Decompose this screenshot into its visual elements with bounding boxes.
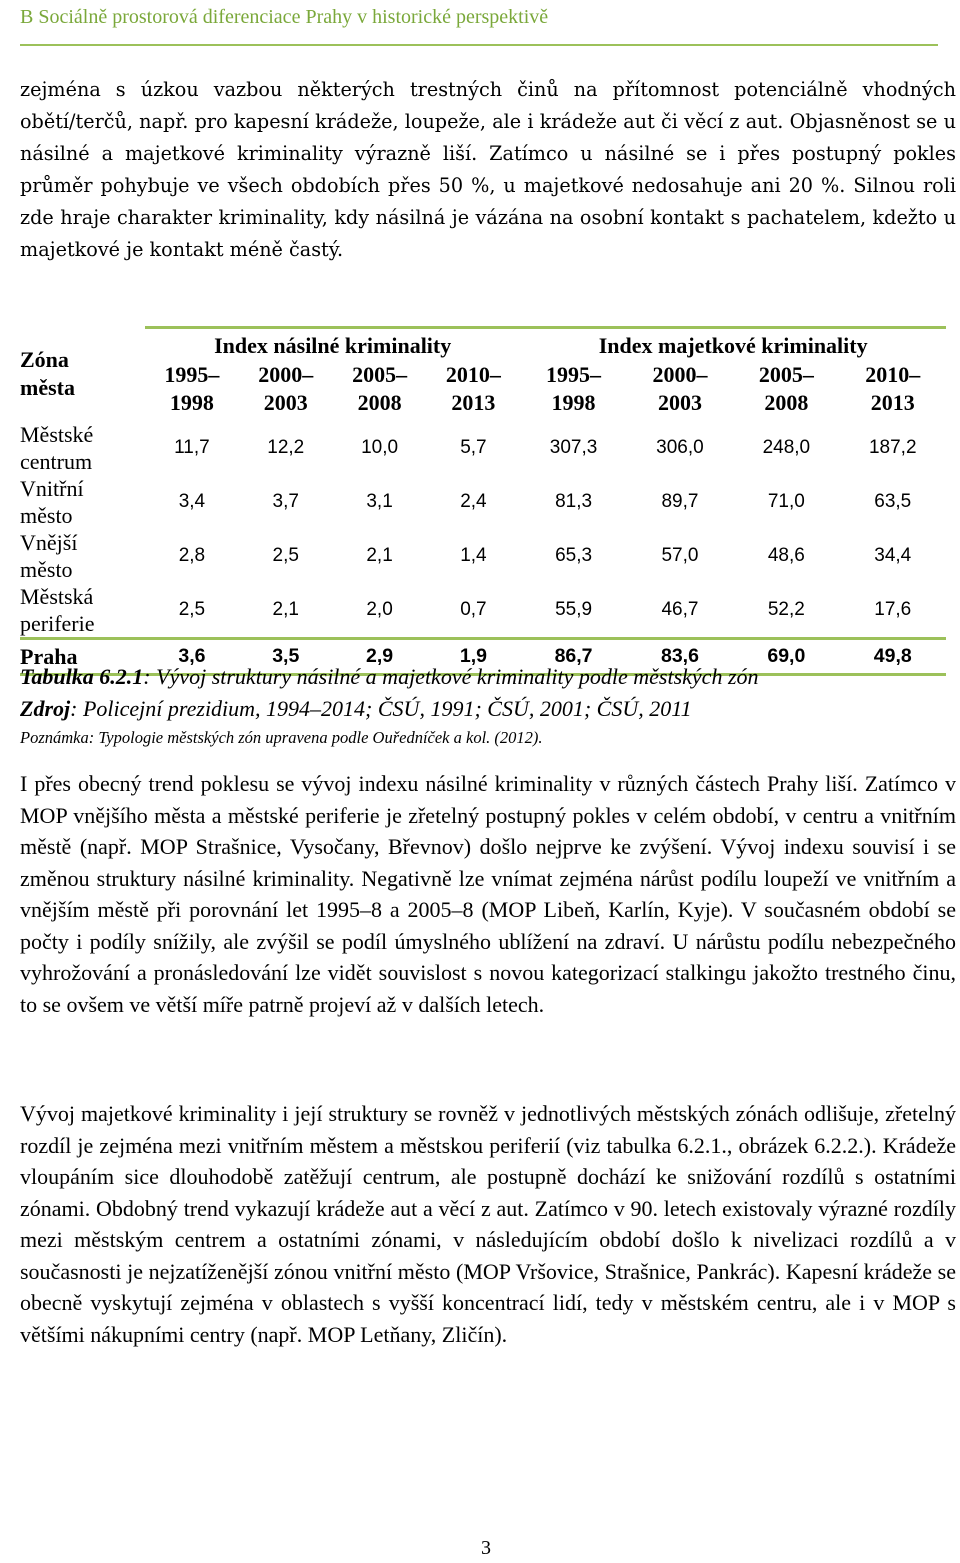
table-cell: 3,1 bbox=[366, 491, 393, 512]
table-cell: 46,7 bbox=[661, 599, 699, 620]
year-header: 1995– 1998 bbox=[164, 362, 220, 415]
table-cell: 2,8 bbox=[178, 545, 206, 566]
table-cell: 306,0 bbox=[656, 437, 704, 458]
table-caption bbox=[20, 664, 759, 690]
table-cell: 63,5 bbox=[874, 491, 912, 512]
source-label: Zdroj bbox=[20, 696, 71, 721]
table-cell: 5,7 bbox=[460, 437, 487, 458]
table-cell: 2,5 bbox=[272, 545, 299, 566]
body-paragraph-3: Vývoj majetkové kriminality i její struktury se rovněž v jednotlivých městských zónách odlišuje, zřetelný rozdíl je zejména mezi vnitřním městem a městskou periferií (viz tabulka 6.2.1., obrázek 6.2.2.). Krádeže vloupáním sice dlouhodobě zatěžují centrum, ale postupně dochází ke snižování rozdílů s ostatními zónami. Obdobný trend vykazují krádeže aut a věcí z aut. Zatímco v 90. letech existovaly výrazné rozdíly mezi městským centrem a ostatními zónami, v následujícím období došlo k nivelizaci rozdílů a v současnosti je nejzatíženější zónou vnitřní město (MOP Vršovice, Strašnice, Pankrác). Kapesní krádeže se obecně vyskytují zejména v oblastech s vyšší koncentrací lidí, tedy v městském centru, ale i v MOP s většími nákupními centry (např. MOP Letňany, Zličín). bbox=[20, 1101, 956, 1347]
table-cell: 89,7 bbox=[661, 491, 699, 512]
table-cell: 248,0 bbox=[762, 437, 811, 458]
page-number: 3 bbox=[481, 1537, 491, 1559]
table-cell: 12,2 bbox=[267, 437, 305, 458]
property-group-header: Index majetkové kriminality bbox=[520, 328, 946, 362]
running-header: B Sociálně prostorová diferenciace Prahy v historické perspektivě bbox=[20, 6, 549, 28]
table-cell: 71,0 bbox=[767, 491, 805, 512]
caption-label: Tabulka 6.2.1 bbox=[20, 664, 144, 689]
table-cell: 65,3 bbox=[555, 545, 593, 566]
table-cell: 17,6 bbox=[874, 599, 912, 620]
table-cell: 81,3 bbox=[555, 491, 593, 512]
year-header: 2010– 2013 bbox=[445, 362, 501, 415]
year-header: 2005– 2008 bbox=[352, 362, 408, 415]
zone-header-line1: Zóna bbox=[20, 346, 69, 372]
row-label: Městské centrum bbox=[20, 422, 94, 474]
body-paragraph-2: I přes obecný trend poklesu se vývoj indexu násilné kriminality v různých částech Prahy liší. Zatímco v MOP vnějšího města a městské periferie je zřetelný postupný pokles v celém období, v centru a vnitřním městě (např. MOP Strašnice, Vysočany, Břevnov) došlo nejprve ke zvýšení. Vývoj indexu souvisí i se změnou struktury násilné kriminality. Negativně lze vnímat zejména nárůst podílu loupeží ve vnitřním a vnějším městě při porovnání let 1995–8 a 2005–8 (MOP Libeň, Karlín, Kyje). V současném období se počty i podíly snížily, ale zvýšil se podíl úmyslného ublížení na zdraví. U nárůstu podílu nebezpečného vyhrožování a pronásledování lze vidět souvislost s novou kategorizací stalkingu jakožto trestného činu, to se ovšem ve větší míře patrně projeví až v dalších letech. bbox=[20, 771, 956, 1017]
table-cell: 11,7 bbox=[174, 437, 210, 458]
table-cell: 307,3 bbox=[549, 437, 598, 458]
row-label: Vnitřní město bbox=[20, 476, 84, 528]
total-label: Praha bbox=[20, 639, 145, 675]
row-label: Městská periferie bbox=[20, 584, 95, 636]
source-text: : Policejní prezidium, 1994–2014; ČSÚ, 1991; ČSÚ, 2001; ČSÚ, 2011 bbox=[70, 696, 692, 721]
table-row bbox=[20, 529, 946, 583]
total-cell: 86,7 bbox=[520, 639, 626, 675]
year-header: 2005– 2008 bbox=[758, 362, 814, 415]
total-cell: 3,5 bbox=[239, 639, 333, 675]
table-cell: 10,0 bbox=[361, 437, 399, 458]
table-cell: 48,6 bbox=[767, 545, 805, 566]
zone-column-header bbox=[20, 328, 145, 422]
year-header: 2000– 2003 bbox=[258, 362, 314, 415]
table-cell: 2,1 bbox=[366, 545, 393, 566]
table-cell: 0,7 bbox=[460, 599, 487, 620]
table-cell: 55,9 bbox=[555, 599, 593, 620]
intro-paragraph: zejména s úzkou vazbou některých trestných činů na přítomnost potenciálně vhodných obětí/terčů, např. pro kapesní krádeže, loupeže, ale i krádeže aut či věcí z aut. Objasněnost se u násilné a majetkové kriminality výrazně liší. Zatímco u násilné se i přes postupný pokles průměr pohybuje ve všech obdobích přes 50 %, u majetkové nedosahuje ani 20 %. Silnou roli zde hraje charakter kriminality, kdy násilná je vázána na osobní kontakt s pachatelem, kdežto u majetkové je kontakt méně častý. bbox=[20, 78, 956, 261]
table-source bbox=[20, 696, 692, 722]
total-cell: 2,9 bbox=[333, 639, 427, 675]
table-note: Poznámka: Typologie městských zón upravena podle Ouředníček a kol. (2012). bbox=[20, 728, 543, 747]
header-rule bbox=[20, 44, 938, 46]
table-cell: 2,4 bbox=[460, 491, 487, 512]
table-cell: 2,5 bbox=[178, 599, 206, 620]
table-cell: 187,2 bbox=[868, 437, 917, 458]
table-cell: 2,1 bbox=[272, 599, 299, 620]
table-cell: 2,0 bbox=[366, 599, 393, 620]
table-cell: 1,4 bbox=[460, 545, 487, 566]
caption-text: : Vývoj struktury násilné a majetkové kriminality podle městských zón bbox=[143, 664, 759, 689]
total-cell: 49,8 bbox=[840, 639, 946, 675]
year-header: 1995– 1998 bbox=[546, 362, 602, 415]
row-label: Vnější město bbox=[20, 530, 78, 582]
crime-index-table bbox=[20, 326, 946, 676]
table-cell: 52,2 bbox=[767, 599, 805, 620]
zone-header-line2: města bbox=[20, 374, 75, 400]
table-row bbox=[20, 583, 946, 639]
total-cell: 69,0 bbox=[733, 639, 839, 675]
table-cell: 57,0 bbox=[661, 545, 699, 566]
total-cell: 83,6 bbox=[627, 639, 733, 675]
year-header: 2010– 2013 bbox=[865, 362, 921, 415]
table-body bbox=[20, 421, 946, 675]
total-cell: 1,9 bbox=[426, 639, 520, 675]
table-row bbox=[20, 475, 946, 529]
table-cell: 3,7 bbox=[272, 491, 299, 512]
year-header: 2000– 2003 bbox=[652, 362, 708, 415]
table-cell: 3,4 bbox=[178, 491, 206, 512]
table-cell: 34,4 bbox=[874, 545, 912, 566]
violent-group-header: Index násilné kriminality bbox=[145, 328, 520, 362]
table-row bbox=[20, 421, 946, 475]
total-cell: 3,6 bbox=[145, 639, 239, 675]
year-header-row bbox=[20, 361, 946, 421]
